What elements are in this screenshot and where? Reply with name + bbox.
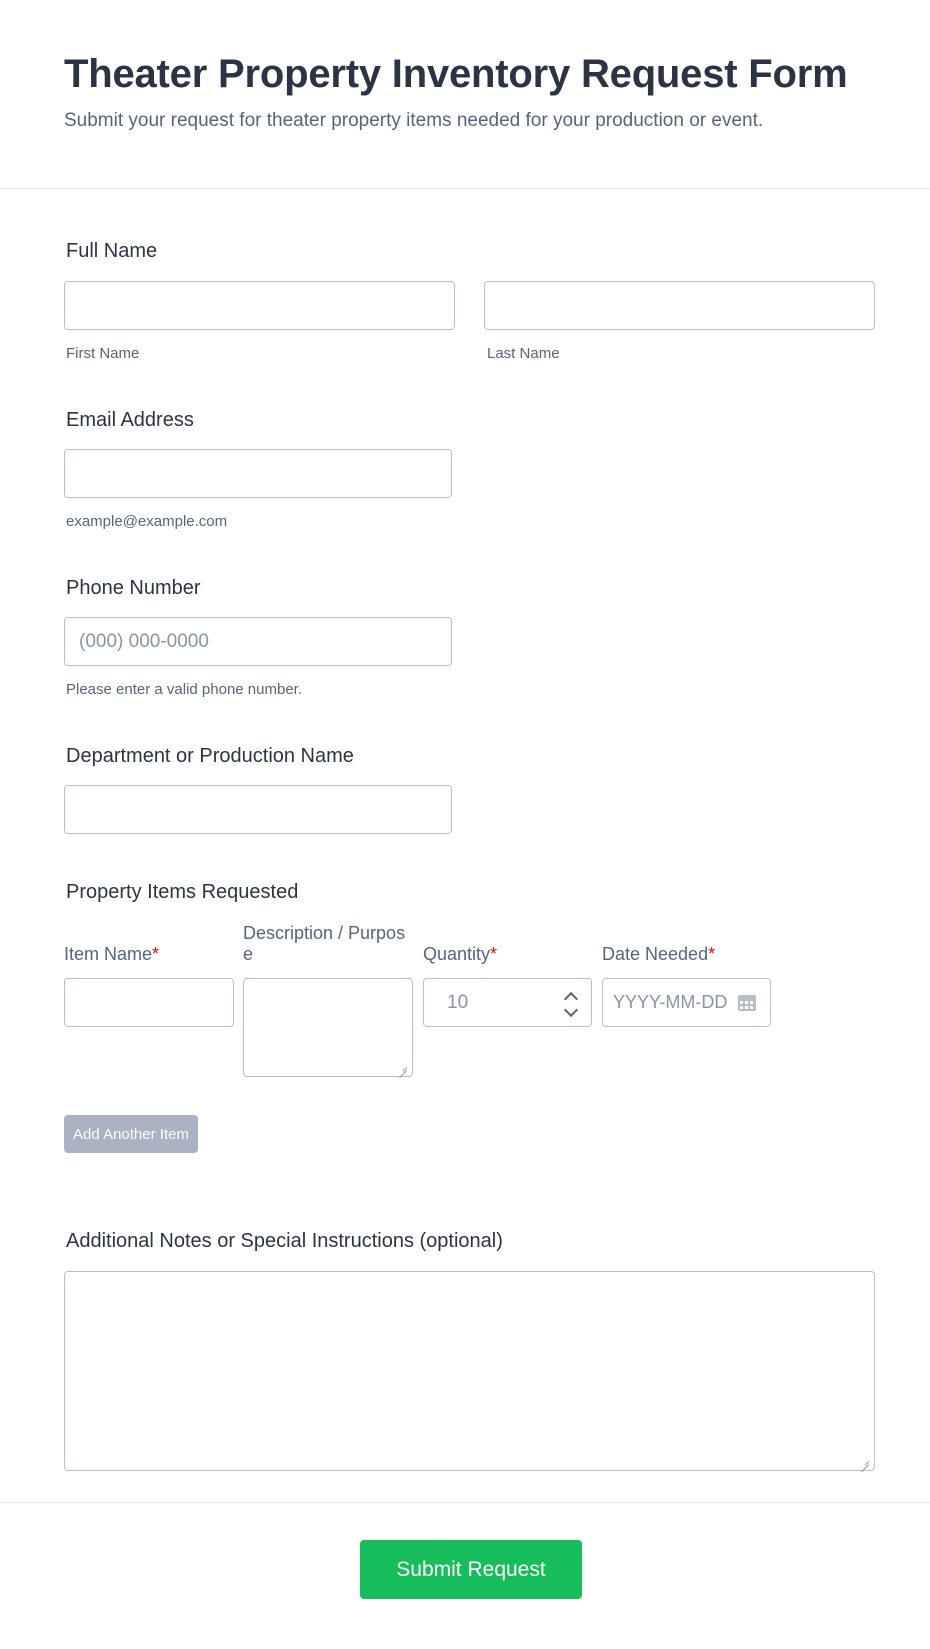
last-name-sublabel: Last Name — [487, 345, 560, 362]
first-name-input[interactable] — [64, 281, 455, 330]
add-another-item-button[interactable]: Add Another Item — [64, 1115, 198, 1153]
required-mark: * — [708, 944, 716, 964]
phone-label: Phone Number — [66, 577, 201, 599]
required-mark: * — [152, 944, 160, 964]
full-name-label: Full Name — [66, 240, 158, 262]
department-label: Department or Production Name — [66, 745, 354, 767]
form-subtitle: Submit your request for theater property items needed for your production or event. — [64, 110, 764, 131]
form-header — [0, 0, 930, 189]
phone-sublabel: Please enter a valid phone number. — [66, 681, 302, 698]
notes-label: Additional Notes or Special Instructions (optional) — [66, 1230, 503, 1252]
quantity-spinner[interactable] — [563, 989, 581, 1021]
email-sublabel: example@example.com — [66, 513, 228, 530]
phone-input[interactable] — [64, 617, 452, 666]
footer-divider — [0, 1502, 930, 1503]
date-needed-column-label — [602, 944, 715, 965]
submit-request-button[interactable]: Submit Request — [360, 1540, 582, 1599]
quantity-column-label — [423, 944, 497, 965]
quantity-column-text: Quantity — [423, 944, 491, 964]
required-mark: * — [490, 944, 498, 964]
property-items-label: Property Items Requested — [66, 881, 299, 903]
chevron-down-icon[interactable] — [564, 1003, 578, 1017]
date-needed-column-text: Date Needed — [602, 944, 709, 964]
email-input[interactable] — [64, 449, 452, 498]
department-input[interactable] — [64, 785, 452, 834]
item-name-column-text: Item Name — [64, 944, 153, 964]
item-name-input[interactable] — [64, 978, 234, 1027]
calendar-icon[interactable] — [738, 995, 756, 1011]
email-label: Email Address — [66, 409, 194, 431]
last-name-input[interactable] — [484, 281, 875, 330]
description-column-label-line2: e — [243, 944, 254, 964]
description-column-label-line1: Description / Purpos — [243, 923, 406, 943]
first-name-sublabel: First Name — [66, 345, 140, 362]
description-textarea[interactable] — [243, 978, 413, 1077]
form-title: Theater Property Inventory Request Form — [64, 52, 848, 96]
item-name-column-label — [64, 944, 159, 965]
notes-textarea[interactable] — [64, 1271, 875, 1471]
